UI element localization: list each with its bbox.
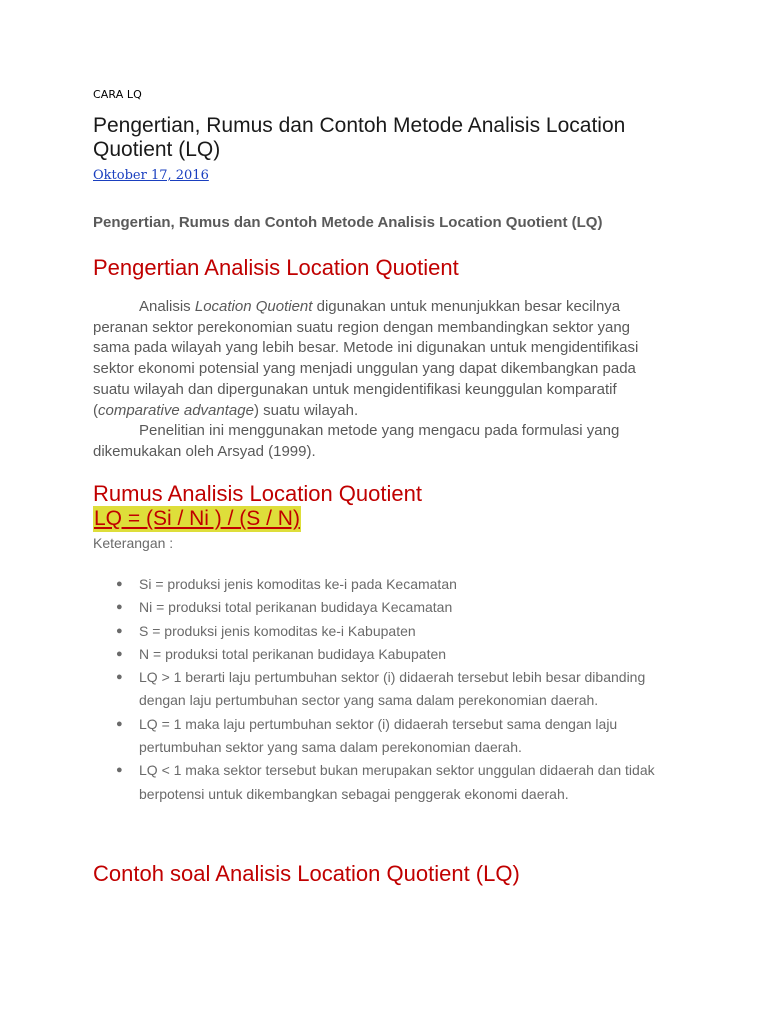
heading-pengertian: Pengertian Analisis Location Quotient (93, 255, 459, 280)
bullet-icon: ● (116, 647, 123, 660)
list-item: ● S = produksi jenis komoditas ke-i Kabupaten (93, 620, 668, 643)
list-item: ● N = produksi total perikanan budidaya Kabupaten (93, 643, 668, 666)
keterangan-label: Keterangan : (93, 535, 174, 551)
subtitle: Pengertian, Rumus dan Contoh Metode Analisis Location Quotient (LQ) (93, 214, 603, 231)
list-item: ● Ni = produksi total perikanan budidaya Kecamatan (93, 596, 668, 619)
heading-rumus: Rumus Analisis Location Quotient (93, 481, 422, 506)
list-item: ● Si = produksi jenis komoditas ke-i pada Kecamatan (93, 573, 668, 596)
paragraph-2: Penelitian ini menggunakan metode yang mengacu pada formulasi yang dikemukakan oleh Arsyad (1999). (93, 422, 620, 460)
post-date-link[interactable]: Oktober 17, 2016 (93, 168, 209, 183)
paragraph-1: Analisis Location Quotient digunakan untuk menunjukkan besar kecilnya peranan sektor perekonomian suatu region dengan membandingkan sektor yang sama pada wilayah yang lebih besar. Metode ini digunakan untuk mengidentifikasi sektor ekonomi potensial yang menjadi unggulan yang dapat dikembangkan pada suatu wilayah dan dipergunakan untuk mengidentifikasi keunggulan komparatif (comparative advantage) suatu wilayah. (93, 298, 639, 419)
list-item: ● LQ > 1 berarti laju pertumbuhan sektor (i) didaerah tersebut lebih besar dibanding dengan laju pertumbuhan sector yang sama dalam perekonomian daerah. (93, 666, 668, 713)
heading-contoh-soal: Contoh soal Analisis Location Quotient (LQ) (93, 861, 520, 886)
category-label: CARA LQ (93, 88, 142, 101)
bullet-icon: ● (116, 717, 123, 730)
bullet-icon: ● (116, 624, 123, 637)
pengertian-body (93, 297, 668, 463)
bullet-icon: ● (116, 578, 123, 590)
bullet-icon: ● (116, 764, 123, 777)
italic-location-quotient: Location Quotient (194, 298, 313, 315)
italic-comparative-advantage: comparative advantage (98, 401, 254, 419)
keterangan-list (93, 573, 668, 806)
list-item: ● LQ = 1 maka laju pertumbuhan sektor (i) didaerah tersebut sama dengan laju pertumbuhan sektor yang sama dalam perekonomian daerah. (93, 713, 668, 760)
list-item: ● LQ < 1 maka sektor tersebut bukan merupakan sektor unggulan didaerah dan tidak berpotensi untuk dikembangkan sebagai penggerak ekonomi daerah. (93, 759, 668, 806)
lq-formula: LQ = (Si / Ni ) / (S / N) (94, 507, 300, 530)
bullet-icon: ● (116, 671, 123, 684)
bullet-icon: ● (116, 601, 123, 614)
post-title: Pengertian, Rumus dan Contoh Metode Analisis Location Quotient (LQ) (93, 114, 626, 161)
